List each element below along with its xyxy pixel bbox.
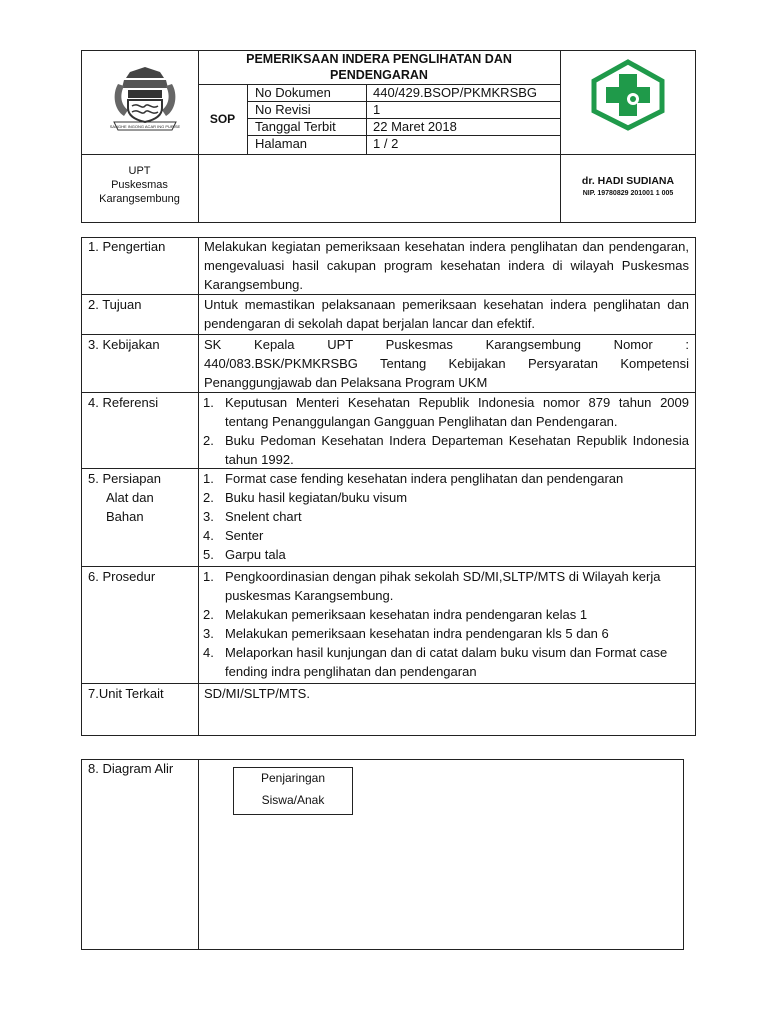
section-text-unit-terkait: SD/MI/SLTP/MTS. <box>204 686 310 701</box>
diagram-table <box>81 759 684 950</box>
persiapan-list <box>200 469 689 564</box>
meta-value-no-dokumen: 440/429.BSOP/PKMKRSBG <box>373 85 538 100</box>
meta-value-no-revisi: 1 <box>373 102 381 117</box>
meta-value-halaman: 1 / 2 <box>373 136 399 151</box>
signer-nip: NIP. 19780829 201001 1 005 <box>582 190 674 197</box>
list-item: 5. Garpu tala <box>203 547 286 562</box>
org-name: UPT Puskesmas Karangsembung <box>99 165 180 205</box>
section-label-unit-terkait: 7.Unit Terkait <box>88 686 164 701</box>
list-item: 2. Melakukan pemeriksaan kesehatan indra pendengaran kelas 1 <box>203 607 588 622</box>
section-label-diagram-alir: 8. Diagram Alir <box>88 761 174 776</box>
list-item: 2. Buku Pedoman Kesehatan Indera Departeman Kesehatan Republik Indonesia tahun 1992. <box>203 433 689 467</box>
section-label-pengertian: 1. Pengertian <box>88 239 166 254</box>
list-item: 2. Buku hasil kegiatan/buku visum <box>203 490 408 505</box>
list-item: 3. Melakukan pemeriksaan kesehatan indra pendengaran kls 5 dan 6 <box>203 626 609 641</box>
section-label-kebijakan: 3. Kebijakan <box>88 337 160 352</box>
section-label-referensi: 4. Referensi <box>88 395 159 410</box>
regional-emblem-logo <box>110 64 180 136</box>
section-label-tujuan: 2. Tujuan <box>88 297 142 312</box>
referensi-list <box>200 393 689 469</box>
meta-value-tanggal-terbit: 22 Maret 2018 <box>373 119 457 134</box>
meta-label-tanggal-terbit: Tanggal Terbit <box>255 119 336 134</box>
meta-label-no-dokumen: No Dokumen <box>255 85 331 100</box>
section-text-kebijakan: SK Kepala UPT Puskesmas Karangsembung Nomor : 440/083.BSK/PKMKRSBG Tentang Kebijakan Persyaratan Kompetensi Penanggungjawab dan Pelaksana Program UKM <box>204 337 689 390</box>
meta-label-no-revisi: No Revisi <box>255 102 311 117</box>
section-label-persiapan: 5. Persiapan Alat dan Bahan <box>88 471 161 524</box>
signer-name: dr. HADI SUDIANA <box>581 175 675 187</box>
list-item: 4. Melaporkan hasil kunjungan dan di catat dalam buku visum dan Format case fending indra penglihatan dan pendengaran <box>203 645 668 679</box>
list-item: 3. Snelent chart <box>203 509 302 524</box>
prosedur-list <box>200 567 675 681</box>
section-text-tujuan: Untuk memastikan pelaksanaan pemeriksaan kesehatan indera penglihatan dan pendengaran di sekolah dapat berjalan lancar dan efektif. <box>204 297 689 331</box>
flow-box-penjaringan: Penjaringan Siswa/Anak <box>233 767 353 815</box>
puskesmas-logo <box>590 59 666 131</box>
list-item: 1. Keputusan Menteri Kesehatan Republik Indonesia nomor 879 tahun 2009 tentang Penanggulangan Gangguan Penglihatan dan Pendengaran. <box>203 395 689 429</box>
list-item: 1. Format case fending kesehatan indera penglihatan dan pendengaran <box>203 471 624 486</box>
section-text-pengertian: Melakukan kegiatan pemeriksaan kesehatan indera penglihatan dan pendengaran, mengevaluasi hasil cakupan program kesehatan indera di wilayah Puskesmas Karangsembung. <box>204 239 689 292</box>
document-title: PEMERIKSAAN INDERA PENGLIHATAN DAN PENDENGARAN <box>246 52 512 82</box>
list-item: 1. Pengkoordinasian dengan pihak sekolah SD/MI,SLTP/MTS di Wilayah kerja puskesmas Karangsembung. <box>203 569 661 603</box>
emblem-motto: SANGHE INGONG ACAR ING PURISE <box>110 124 180 129</box>
sop-label: SOP <box>209 112 236 126</box>
meta-label-halaman: Halaman <box>255 136 308 151</box>
list-item: 4. Senter <box>203 528 264 543</box>
section-label-prosedur: 6. Prosedur <box>88 569 156 584</box>
